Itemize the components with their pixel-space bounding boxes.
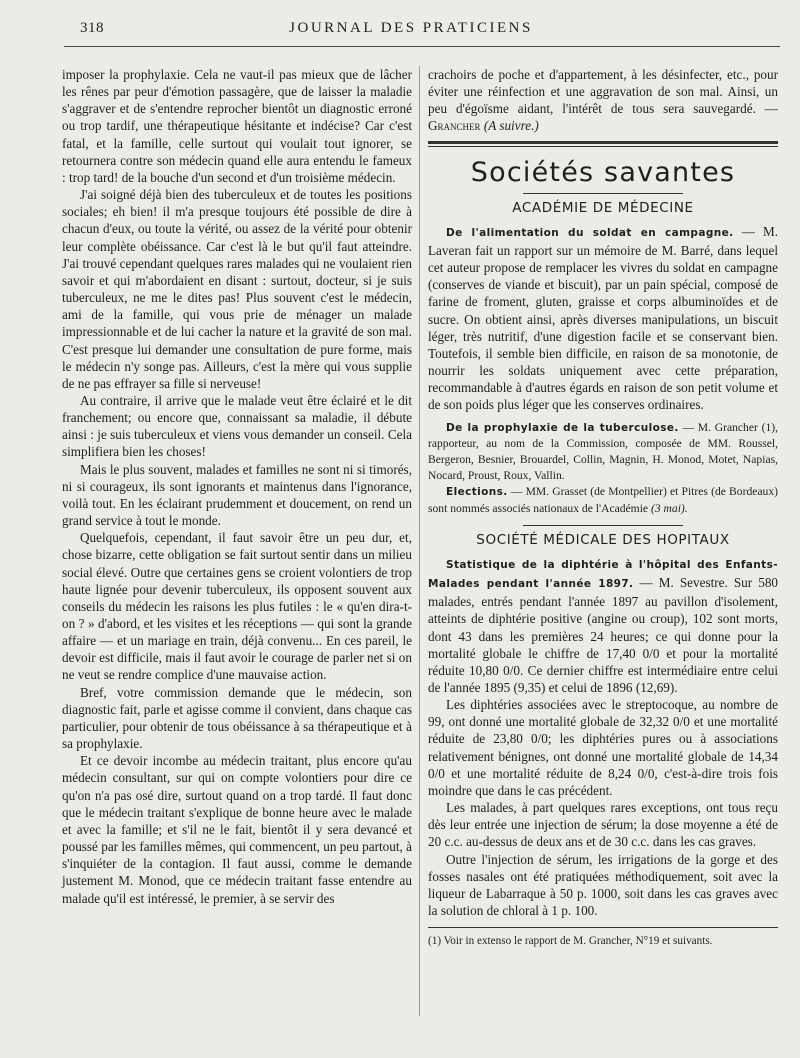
academie-item-2: [428, 420, 778, 485]
left-paragraph-6: Bref, votre commission demande que le médecin, son diagnostic fait, parle et agisse comme il convient, dans chaque cas particulier, pour obtenir de tous obéissance à sa thérapeutique et à sa prophylaxie.: [62, 684, 412, 752]
academie-item-1: [428, 223, 778, 414]
header-rule: [64, 46, 780, 47]
academie-item-3-date: (3 mai).: [650, 501, 688, 515]
continuation-text: crachoirs de poche et d'appartement, à les désinfecter, etc., pour éviter une réinfection et une aggravation de son mal. Ainsi, un peu d'égoïsme aidant, l'intérêt de tous sera sauvegardé. —: [428, 67, 778, 117]
academie-item-2-text: — M. Grancher (1), rapporteur, au nom de la Commission, composée de MM. Roussel, Bergeron, Besnier, Brouardel, Collin, Magnin, H. Monod, Motet, Napias, Nocard, Proust, Roux, Vallin.: [428, 420, 778, 483]
societe-heading: SOCIÉTÉ MÉDICALE DES HOPITAUX: [476, 531, 730, 548]
left-paragraph-7: Et ce devoir incombe au médecin traitant, plus encore qu'au médecin consultant, sur qui on compte volontiers pour dire ce qu'on n'a pas osé dire, surtout quand on a trop tardé. Il faut donc que le médecin traitant s'explique de bonne heure avec le malade et avec la famille; et s'il ne le fait, bientôt il y sera devancé et poussé par les familles mêmes, qui commencent, un peu partout, à s'inquiéter de la contagion. Il faut aussi, comme le demande justement M. Monod, que ce médecin traitant fasse entendre au malade qu'il est intéressé, le premier, à se servir des: [62, 753, 412, 906]
left-paragraph-1: imposer la prophylaxie. Cela ne vaut-il pas mieux que de lâcher les rênes par peur d'émotion passagère, que de laisser la maladie s'aggraver et de s'entendre reprocher bientôt un diagnostic erroné ou trop tardif, une thérapeutique hésitante et indécise? Car c'est fatal, et la famille, celle surtout qui voulait tout ignorer, se retournera contre son médecin quand elle aura entendu le fameux : trop tard! de la bouche d'un second et d'un troisième médecin.: [62, 67, 412, 185]
left-paragraph-4: Mais le plus souvent, malades et familles ne sont ni si timorés, ni si courageux, ils sont ignorants et maintenus dans l'ignorance, voilà tout. En les éclairant prudemment et doucement, on rend un grand service à tout le monde.: [62, 461, 412, 529]
left-column: [62, 66, 412, 907]
left-paragraph-5: Quelquefois, cependant, il faut savoir être un peu dur, et, chose bizarre, cette obligation se fait surtout sentir dans un milieu social élevé. Outre que certaines gens se croient volontiers de trop haute lignée pour devenir tuberculeux, ils opposent souvent aux conseils du médecin les raisons les plus futiles : le « qu'en dira-t-on ? » d'abord, et les visites et les réceptions — qui sont la grande affaire — et un mariage en train, déjà convenu... En ces pareil, le devoir est difficile, mais il faut avoir le courage de parler net si on ne veut se rendre complice d'une mauvaise action.: [62, 530, 412, 683]
journal-title: JOURNAL DES PRATICIENS: [289, 20, 533, 36]
societe-item-title: Statistique de la diphtérie à l'hôpital des Enfants-Malades pendant l'année 1897.: [428, 558, 778, 591]
academie-end-rule: [523, 525, 683, 526]
academie-item-2-title: De la prophylaxie de la tuberculose.: [446, 421, 679, 434]
societe-paragraph-1: Les diphtéries associées avec le streptocoque, au nombre de 99, ont donné une mortalité globale de 32,32 0/0 et une mortalité réduite de 23,80 0/0; les diphtéries pures ou à associations relativement bénignes, ont donné une mortalité globale de 14,34 0/0 et une mortalité réduite de 8,24 0/0, c'est-à-dire trois fois moindre que dans le cas précédent.: [428, 697, 778, 798]
academie-item-3: [428, 484, 778, 516]
academie-item-1-title: De l'alimentation du soldat en campagne.: [446, 226, 734, 239]
column-divider: [419, 66, 420, 1016]
page-header: [64, 18, 758, 46]
right-continuation: [428, 66, 778, 135]
left-paragraph-3: Au contraire, il arrive que le malade veut être éclairé et le dit franchement; ou encore que, connaissant sa maladie, il débute ainsi : je suis tuberculeux et viens vous demander un conseil. Cela simplifiera bien les choses!: [62, 392, 412, 460]
section-title-rule: [523, 193, 683, 194]
academie-item-3-text: — MM. Grasset (de Montpellier) et Pitres (de Bordeaux) sont nommés associés nationaux de l'Académie: [428, 485, 778, 515]
section-rule: [428, 141, 778, 147]
academie-heading: ACADÉMIE DE MÉDECINE: [512, 199, 694, 216]
footnote-rule: [428, 927, 778, 928]
section-title: Sociétés savantes: [470, 156, 736, 188]
academie-item-3-title: Elections.: [446, 486, 508, 499]
societe-paragraph-3: Outre l'injection de sérum, les irrigations de la gorge et des fosses nasales ont été pratiquées méthodiquement, soit avec la liqueur de Labarraque à 50 p. 1000, soit dans les cas graves avec la solution de chloral à 1 p. 100.: [428, 851, 778, 918]
footnote: (1) Voir in extenso le rapport de M. Grancher, N°19 et suivants.: [428, 935, 713, 948]
left-paragraph-2: J'ai soigné déjà bien des tuberculeux et de toutes les positions sociales; eh bien! il m'a presque toujours été possible de dire à chacun d'eux, ou toute la vérité, ou assez de la vérité pour obtenir leur complète obéissance. Car c'est là le but qu'il faut atteindre. J'ai trouvé cependant quelques rares malades qui ne voulaient rien savoir et qui m'abordaient en disant : surtout, docteur, si je suis tuberculeux, ne me le dites pas! Plus souvent c'est le médecin, ami de la famille, qui vous prie de ménager un malade impressionnable et de lui cacher la nature et la gravité de son mal. C'est presque lui demander une consultation de pure forme, mais le médecin n'y songe pas. Ailleurs, c'est la mère qui vous supplie de ne pas effrayer sa fille si nerveuse!: [62, 187, 412, 391]
signature-note: (A suivre.): [483, 118, 539, 134]
academie-item-1-text: — M. Laveran fait un rapport sur un mémoire de M. Barré, dans lequel cet auteur propose de remplacer les vivres du soldat en campagne (conserves de viande et biscuit), par un pain spécial, composé de farine de froment, gluten, graisse et corps albuminoïdes et de sucre. On obtient ainsi, après diverses manipulations, un biscuit léger, très nutritif, d'une digestion facile et se conservant bien. Toutefois, il semble bien difficile, en raison de sa monotonie, de nourrir les soldats uniquement avec cette préparation, recommandable à d'autres égards en raison de son petit volume et de son poids plus léger que les conserves ordinaires.: [428, 223, 778, 413]
page-number: 318: [80, 20, 104, 36]
societe-paragraph-2: Les malades, à part quelques rares exceptions, ont tous reçu dès leur entrée une injection de sérum; la dose moyenne a été de 20 c.c. au-dessus de deux ans et de 30 c.c. dans les cas graves.: [428, 800, 778, 850]
signature-author: Grancher: [428, 118, 481, 134]
right-column: [428, 66, 778, 949]
societe-item-text: — M. Sevestre. Sur 580 malades, entrés pendant l'année 1897 au pavillon d'isolement, atteints de diphtérie positive (angine ou croup), 102 sont morts, dont 43 dans les premières 24 heures; ce qui donne pour la mortalité globale le chiffre de 17,40 0/0 et pour la mortalité réduite 10,80 0/0. Ce dernier chiffre est intermédiaire entre celui de l'année 1895 (9,35) et celui de 1896 (12,69).: [428, 575, 779, 695]
societe-item: [428, 555, 778, 696]
